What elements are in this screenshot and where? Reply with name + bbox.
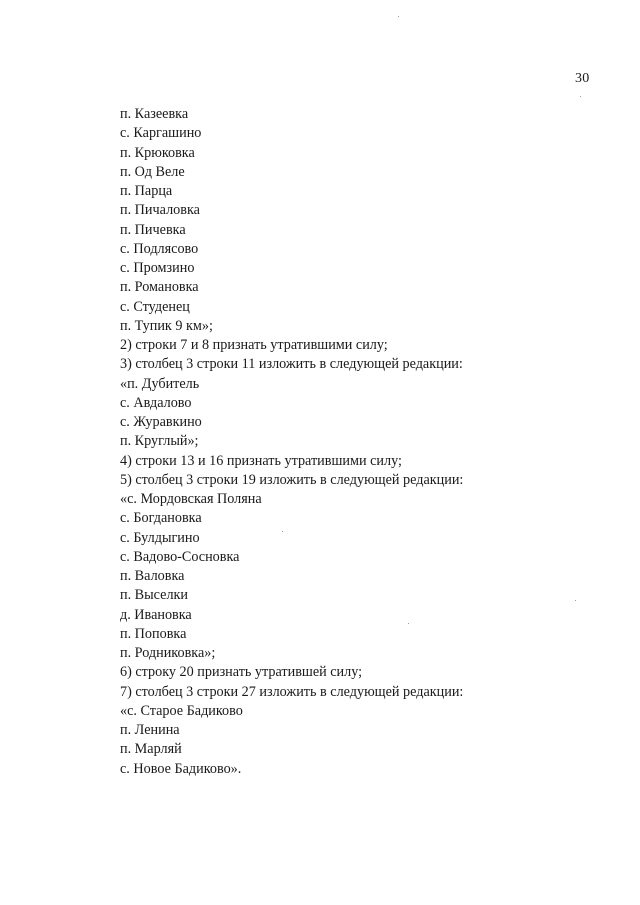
- text-line: п. Поповка: [120, 625, 187, 642]
- scan-speck: [575, 600, 576, 601]
- text-line: с. Вадово-Сосновка: [120, 548, 240, 565]
- text-line: 2) строки 7 и 8 признать утратившими силу;: [120, 337, 388, 353]
- text-line: 6) строку 20 признать утратившей силу;: [120, 664, 363, 681]
- text-line: п. Родниковка»;: [120, 645, 216, 661]
- text-line: п. Тупик 9 км»;: [120, 317, 213, 334]
- text-line: п. Выселки: [120, 587, 189, 604]
- text-line: п. Валовка: [120, 568, 185, 584]
- text-line: «с. Старое Бадиково: [120, 702, 243, 719]
- text-line: 3) столбец 3 строки 11 изложить в следующей редакции:: [120, 356, 463, 373]
- text-line: 4) строки 13 и 16 признать утратившими силу;: [120, 452, 402, 469]
- scan-speck: [398, 16, 399, 17]
- text-line: п. Казеевка: [120, 106, 189, 122]
- text-line: п. Парца: [120, 183, 173, 199]
- text-line: с. Каргашино: [120, 125, 202, 142]
- text-line: 5) столбец 3 строки 19 изложить в следующей редакции:: [120, 471, 464, 488]
- text-line: п. Ленина: [120, 722, 180, 738]
- text-line: с. Промзино: [120, 260, 195, 276]
- scan-speck: [408, 623, 409, 624]
- text-line: с. Журавкино: [120, 414, 202, 430]
- text-line: с. Подлясово: [120, 240, 199, 257]
- text-line: с. Студенец: [120, 298, 190, 315]
- text-line: «п. Дубитель: [120, 375, 200, 392]
- text-line: п. Круглый»;: [120, 433, 199, 450]
- text-line: п. Романовка: [120, 279, 199, 296]
- text-line: 7) столбец 3 строки 27 изложить в следующей редакции:: [120, 683, 464, 700]
- document-body: [120, 105, 600, 779]
- text-line: п. Од Веле: [120, 163, 185, 180]
- page-number: 30: [575, 71, 590, 86]
- text-line: п. Пичаловка: [120, 202, 200, 219]
- text-line: п. Марляй: [120, 741, 182, 758]
- scan-speck: [282, 531, 283, 532]
- scan-speck: [580, 96, 581, 97]
- text-line: д. Ивановка: [120, 606, 192, 623]
- text-line: «с. Мордовская Поляна: [120, 491, 262, 507]
- text-line: с. Новое Бадиково».: [120, 760, 242, 777]
- text-line: с. Богдановка: [120, 510, 202, 527]
- text-line: п. Пичевка: [120, 221, 186, 238]
- text-line: с. Булдыгино: [120, 529, 200, 546]
- text-line: с. Авдалово: [120, 394, 192, 411]
- text-line: п. Крюковка: [120, 144, 195, 161]
